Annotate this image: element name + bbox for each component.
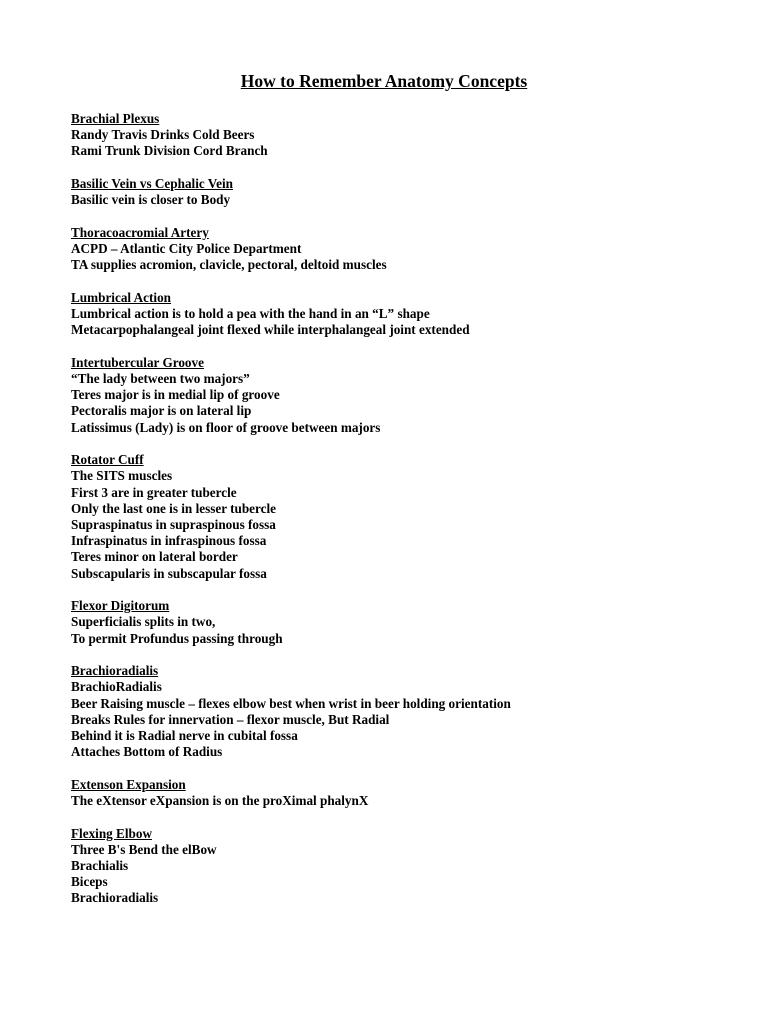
section-line: Beer Raising muscle – flexes elbow best when wrist in beer holding orientation [71,695,511,711]
section-line: TA supplies acromion, clavicle, pectoral, deltoid muscles [71,257,387,273]
section-line: Superficialis splits in two, [71,614,216,630]
section-line: ACPD – Atlantic City Police Department [71,241,302,256]
section [71,452,741,582]
section [71,355,741,436]
section [71,598,741,647]
section-line: Teres minor on lateral border [71,549,238,565]
section-heading: Flexing Elbow [71,825,152,841]
section-heading: Intertubercular Groove [71,354,204,370]
section-line: Only the last one is in lesser tubercle [71,500,277,516]
section-line: Brachialis [71,858,129,874]
section-line: Pectoralis major is on lateral lip [71,403,252,419]
section-line: Rami Trunk Division Cord Branch [71,143,268,159]
section-line: The SITS muscles [71,468,173,484]
document-title: How to Remember Anatomy Concepts [240,71,528,91]
section-line: Breaks Rules for innervation – flexor muscle, But Radial [71,711,390,727]
section [71,663,741,760]
section-heading: Extenson Expansion [71,776,186,792]
section-line: Subscapularis in subscapular fossa [71,565,267,581]
section-heading: Thoracoacromial Artery [71,224,209,240]
section-heading: Rotator Cuff [71,452,144,468]
section-line: Brachioradialis [71,890,159,906]
section [71,225,741,274]
section-heading: Brachioradialis [71,663,159,679]
section-line: Behind it is Radial nerve in cubital fossa [71,728,298,744]
section-line: Attaches Bottom of Radius [71,744,223,760]
section-heading: Basilic Vein vs Cephalic Vein [71,176,233,191]
section-line: Randy Travis Drinks Cold Beers [71,127,255,143]
section-line: To permit Profundus passing through [71,630,283,646]
section [71,176,741,208]
section [71,777,741,809]
section-line: “The lady between two majors” [71,371,250,386]
section-line: Teres major is in medial lip of groove [71,387,280,403]
section-line: Basilic vein is closer to Body [71,192,231,208]
section-line: Supraspinatus in supraspinous fossa [71,517,276,533]
section-heading: Brachial Plexus [71,111,160,126]
section-heading: Flexor Digitorum [71,598,170,614]
section [71,826,741,907]
section-line: Biceps [71,874,108,890]
section-line: Lumbrical action is to hold a pea with the hand in an “L” shape [71,306,430,321]
section-line: Latissimus (Lady) is on floor of groove between majors [71,419,381,435]
section-line: Metacarpophalangeal joint flexed while interphalangeal joint extended [71,322,470,338]
section-line: The eXtensor eXpansion is on the proXimal phalynX [71,793,369,809]
section-line: BrachioRadialis [71,679,162,695]
section-line: First 3 are in greater tubercle [71,484,237,500]
section [71,111,741,160]
section-line: Infraspinatus in infraspinous fossa [71,533,267,549]
section [71,290,741,339]
section-heading: Lumbrical Action [71,289,172,305]
sections-container [71,111,741,923]
section-line: Three B's Bend the elBow [71,841,217,857]
